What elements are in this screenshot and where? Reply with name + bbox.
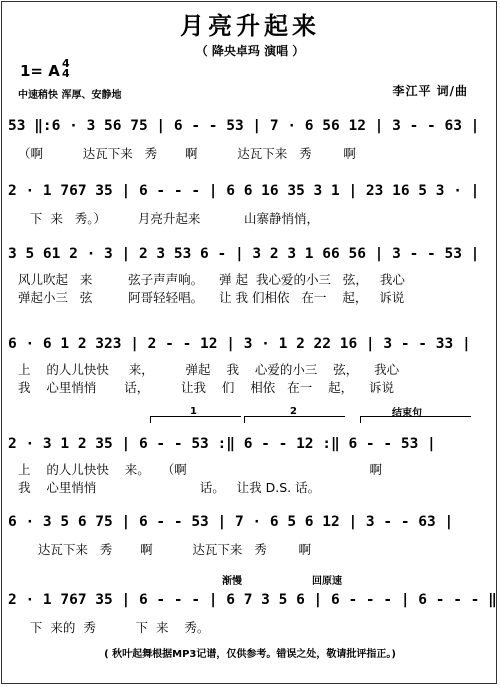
notation-line: 53 ‖:6 · 3 56 75 | 6 - - 53 | 7 · 6 56 12 | 3 - - 63 | [8, 118, 480, 134]
lyric-line: 上 的人儿快快 来。 （啊 啊 [18, 462, 382, 477]
first-ending-bracket [150, 416, 241, 423]
lyric-line: 下 来 秀。） 月亮升起来 山寨静悄悄， [18, 211, 320, 226]
notation-line: 6 · 3 5 6 75 | 6 - - 53 | 7 · 6 5 6 12 | 3 - - 63 | [8, 514, 454, 530]
notation-line: 2 · 1 767 35 | 6 - - - | 6 6 16 35 3 1 | 23 16 5 3 · | [8, 183, 480, 199]
time-top: 4 [62, 57, 70, 70]
composer-credit: 李江平 词/曲 [392, 84, 468, 98]
notation-line: 3 5 61 2 · 3 | 2 3 53 6 - | 3 2 3 1 66 56 | 3 - - 53 | [8, 246, 480, 262]
lyric-line: 我 心里悄悄 话， 让我 们 相依 在一 起， 诉说 [18, 380, 394, 395]
notation-line: 6 · 6 1 2 323 | 2 - - 12 | 3 · 1 2 22 16 | 3 - - 33 | [8, 336, 471, 352]
a-tempo-marking: 回原速 [312, 576, 342, 587]
first-ending-number: 1 [190, 406, 197, 417]
key-signature: 1= A [20, 62, 60, 80]
ritardando-marking: 渐慢 [222, 576, 242, 587]
performer-line: （ 降央卓玛 演唱 ） [195, 44, 305, 58]
lyric-line: 我 心里悄悄 话。 让我 D.S. 话。 [18, 480, 321, 495]
transcriber-note: ( 秋叶起舞根据MP3记谱，仅供参考。错误之处，敬请批评指正。) [104, 649, 396, 660]
notation-line: 2 · 3 1 2 35 | 6 - - 53 :‖ 6 - - 12 :‖ 6 - - 53 | [8, 436, 436, 452]
song-title: 月亮升起来 [180, 12, 320, 40]
lyric-line: 下 来的 秀 下 来 秀。 [18, 620, 210, 635]
second-ending-number: 2 [290, 406, 297, 417]
lyric-line: 风儿吹起 来 弦子声声响。 弹 起 我心爱的小三 弦， 我心 [18, 272, 405, 287]
lyric-line: （啊 达瓦下来 秀 啊 达瓦下来 秀 啊 [18, 146, 356, 161]
notation-line: 2 · 1 767 35 | 6 - - - | 6 7 3 5 6 | 6 - - - | 6 - - - ‖ [8, 592, 497, 608]
time-bottom: 4 [62, 67, 70, 80]
time-signature [62, 59, 70, 79]
lyric-line: 上 的人儿快快 来， 弹起 我 心爱的小三 弦， 我心 [18, 362, 400, 377]
ending-phrase-label: 结束句 [392, 408, 422, 419]
tempo-marking: 中速稍快 浑厚、安静地 [18, 90, 122, 101]
lyric-line: 达瓦下来 秀 啊 达瓦下来 秀 啊 [18, 542, 312, 557]
lyric-line: 弹起小三 弦 阿哥轻轻唱。 让 我 们相依 在一 起， 诉说 [18, 290, 405, 305]
second-ending-bracket [244, 416, 345, 423]
